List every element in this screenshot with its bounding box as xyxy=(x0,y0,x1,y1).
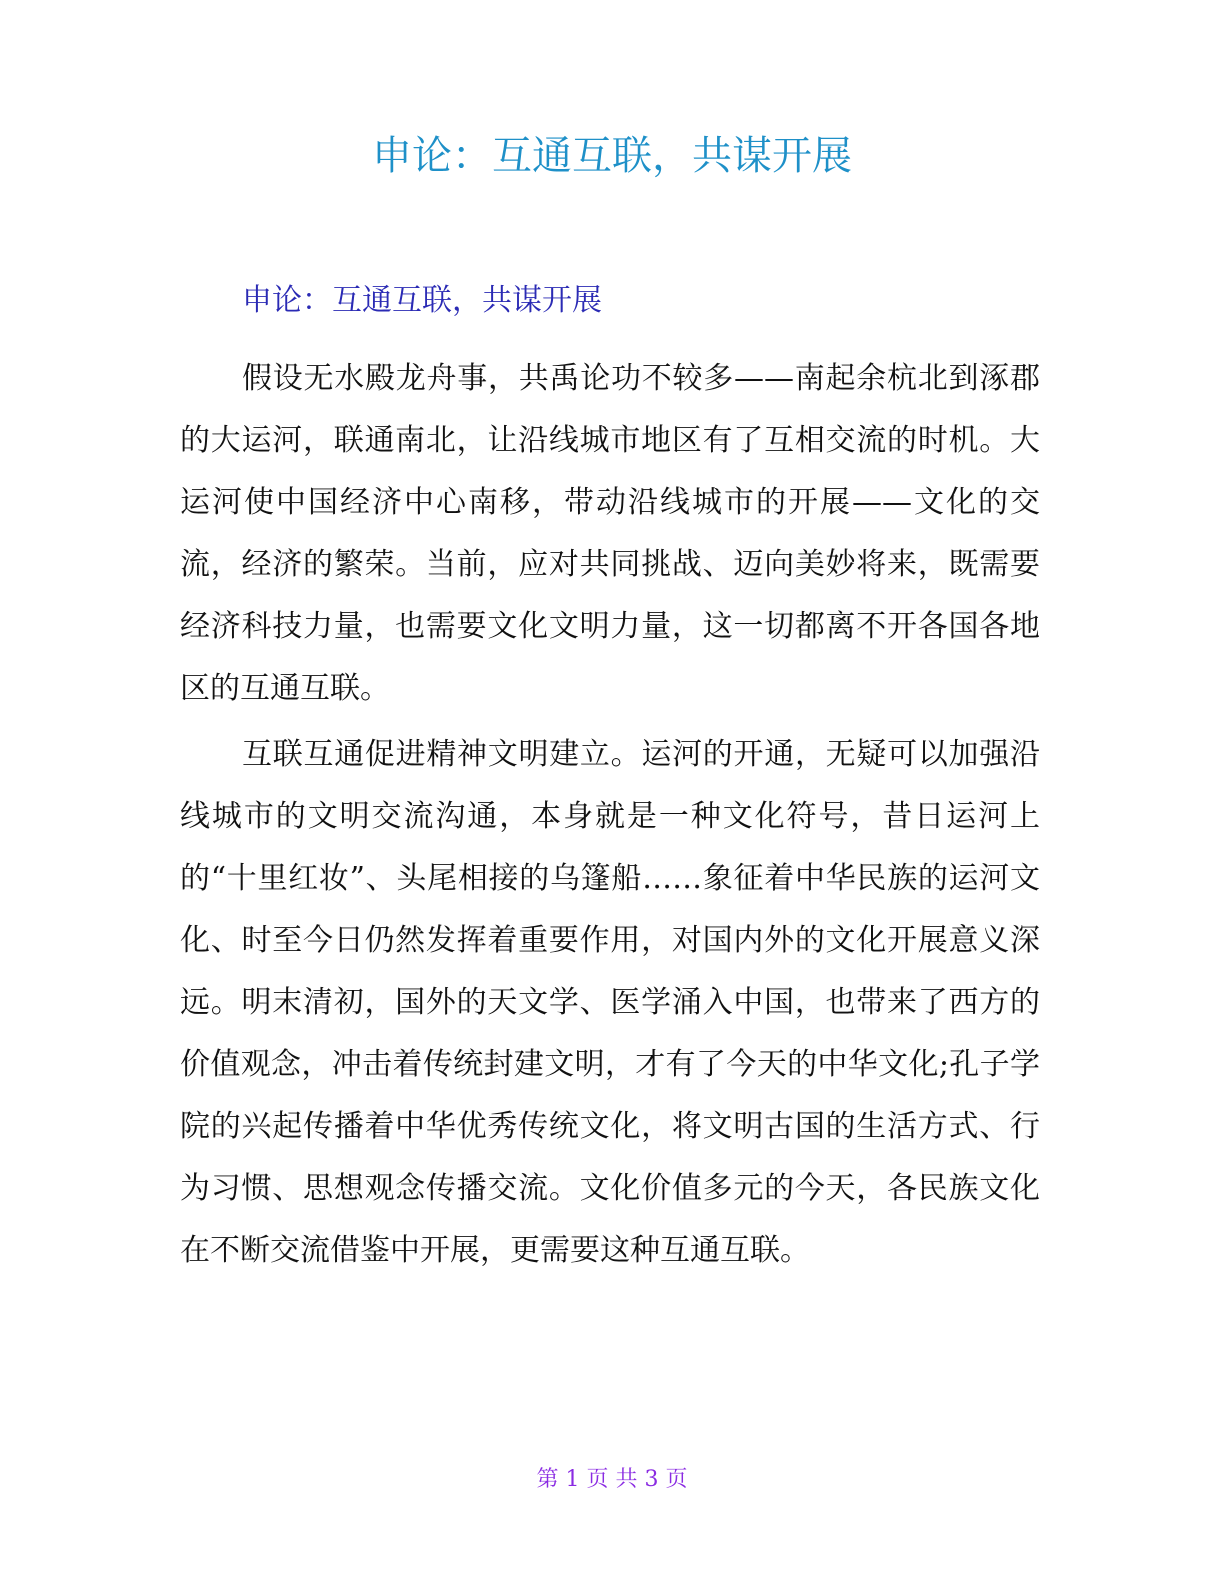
paragraph-2: 互联互通促进精神文明建立。运河的开通，无疑可以加强沿线城市的文明交流沟通，本身就是一种文化符号，昔日运河上的“十里红妆”、头尾相接的乌篷船……象征着中华民族的运河文化、时至今日仍然发挥着重要作用，对国内外的文化开展意义深远。明末清初，国外的天文学、医学涌入中国，也带来了西方的价值观念，冲击着传统封建文明，才有了今天的中华文化;孔子学院的兴起传播着中华优秀传统文化，将文明古国的生活方式、行为习惯、思想观念传播交流。文化价值多元的今天，各民族文化在不断交流借鉴中开展，更需要这种互通互联。 xyxy=(180,737,1040,1268)
document-title: 申论：互通互联，共谋开展 xyxy=(372,133,852,179)
paragraph-1: 假设无水殿龙舟事，共禹论功不较多——南起余杭北到涿郡的大运河，联通南北，让沿线城市地区有了互相交流的时机。大运河使中国经济中心南移，带动沿线城市的开展——文化的交流，经济的繁荣。当前，应对共同挑战、迈向美妙将来，既需要经济科技力量，也需要文化文明力量，这一切都离不开各国各地区的互通互联。 xyxy=(180,361,1040,706)
page-footer: 第 1 页 共 3 页 xyxy=(536,1467,688,1492)
document-body xyxy=(180,270,1040,1282)
document-subtitle: 申论：互通互联，共谋开展 xyxy=(242,283,602,318)
